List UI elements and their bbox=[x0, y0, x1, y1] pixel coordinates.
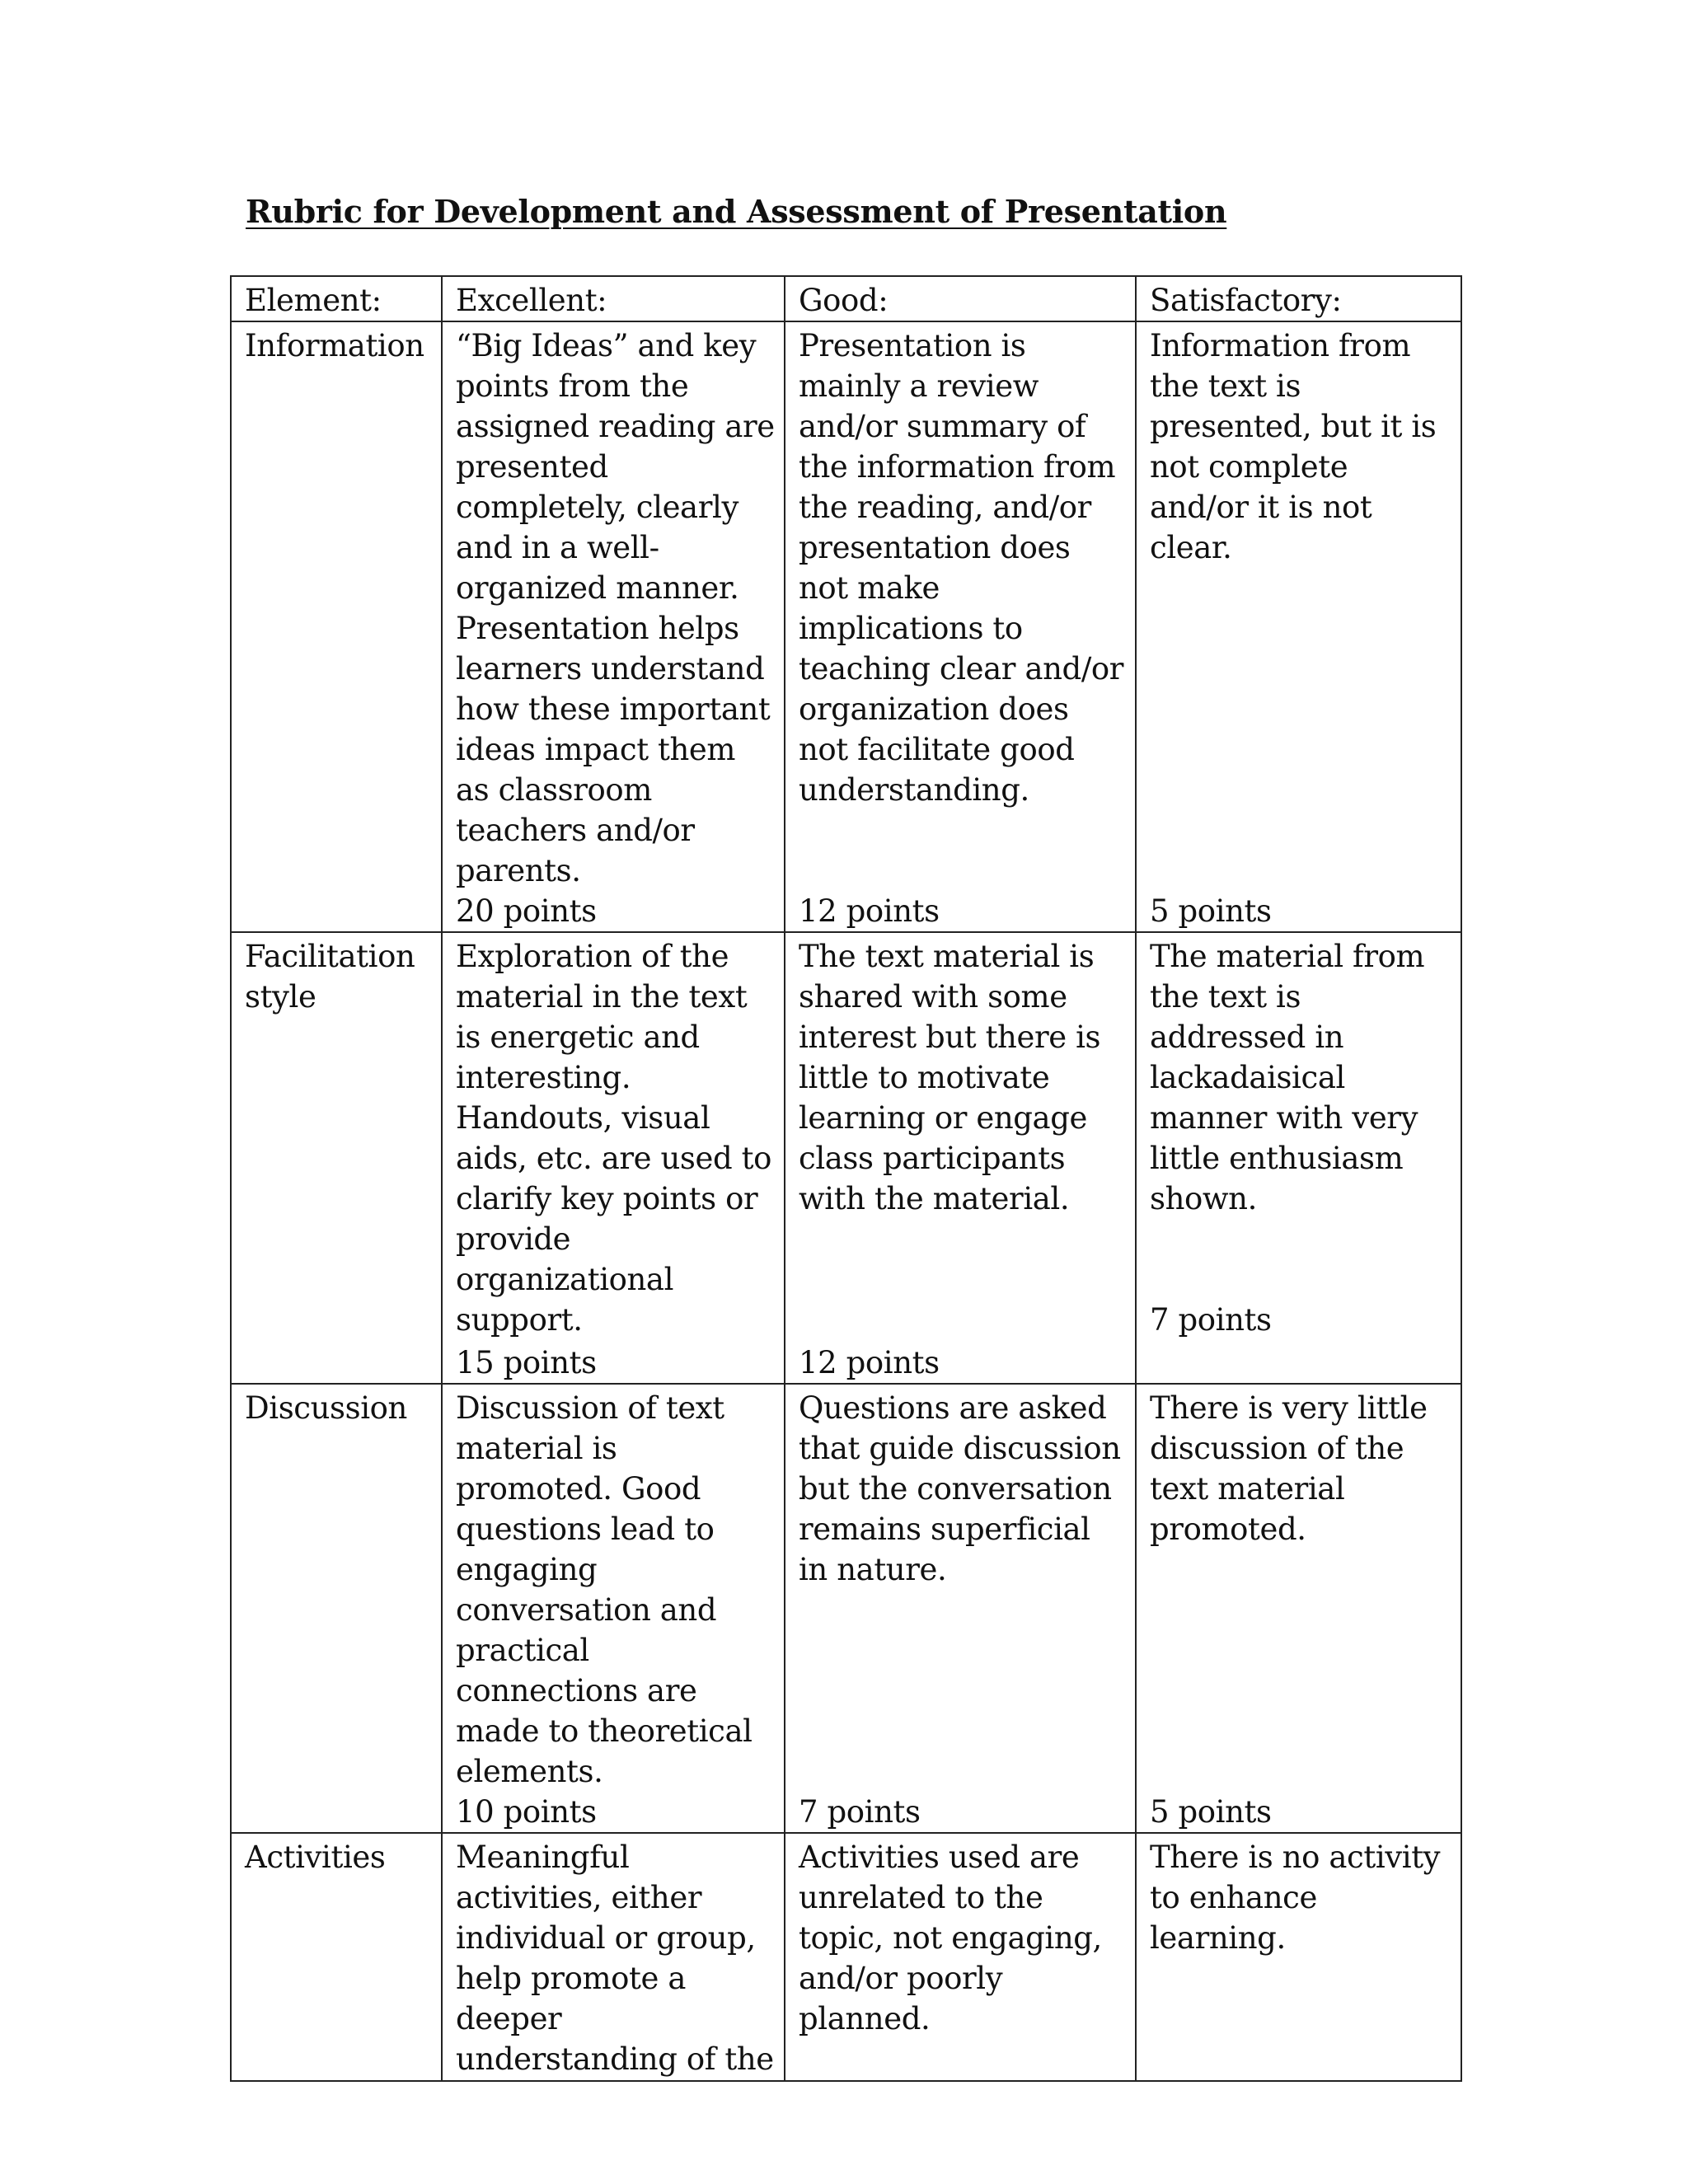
points-label: 5 points bbox=[1150, 1794, 1272, 1830]
table-row-discussion bbox=[231, 1384, 1461, 1833]
satisfactory-cell bbox=[1136, 1833, 1461, 2081]
points-label: 7 points bbox=[1150, 1302, 1272, 1338]
page-title: Rubric for Development and Assessment of Presentation bbox=[246, 193, 1227, 230]
satisfactory-cell bbox=[1136, 932, 1461, 1384]
criterion-text: There is no activity to enhance learning. bbox=[1150, 1840, 1441, 1956]
table-row-facilitation-style bbox=[231, 932, 1461, 1384]
excellent-cell bbox=[442, 1384, 785, 1833]
table-row-activities bbox=[231, 1833, 1461, 2081]
criterion-text: Questions are asked that guide discussion but the conversation remains superficial in nature. bbox=[799, 1390, 1121, 1587]
points-label: 5 points bbox=[1150, 893, 1272, 929]
points-label: 20 points bbox=[456, 893, 597, 929]
criterion-text: The material from the text is addressed in lackadaisical manner with very little enthusiasm shown. bbox=[1150, 939, 1425, 1216]
points-label: 12 points bbox=[799, 893, 940, 929]
element-cell: Information bbox=[231, 321, 442, 932]
criterion-text: Information from the text is presented, but it is not complete and/or it is not clear. bbox=[1150, 328, 1437, 565]
criterion-text: Meaningful activities, either individual or group, help promote a deeper understanding of the bbox=[456, 1840, 774, 2077]
points-label: 15 points bbox=[456, 1345, 597, 1380]
criterion-text: “Big Ideas” and key points from the assigned reading are presented completely, clearly and in a well-organized manner. Presentation helps learners understand how these important ideas impact them as classroom teachers and/or parents. bbox=[456, 328, 775, 888]
element-cell: Discussion bbox=[231, 1384, 442, 1833]
header-excellent: Excellent: bbox=[442, 276, 785, 321]
element-cell: Activities bbox=[231, 1833, 442, 2081]
criterion-text: There is very little discussion of the text material promoted. bbox=[1150, 1390, 1428, 1547]
criterion-text: The text material is shared with some interest but there is little to motivate learning or engage class participants with the material. bbox=[799, 939, 1101, 1216]
table-row-information bbox=[231, 321, 1461, 932]
good-cell bbox=[785, 1384, 1136, 1833]
good-cell bbox=[785, 321, 1136, 932]
satisfactory-cell bbox=[1136, 1384, 1461, 1833]
good-cell bbox=[785, 932, 1136, 1384]
excellent-cell bbox=[442, 1833, 785, 2081]
criterion-text: Activities used are unrelated to the topic, not engaging, and/or poorly planned. bbox=[799, 1840, 1102, 2036]
excellent-cell bbox=[442, 321, 785, 932]
criterion-text: Discussion of text material is promoted. Good questions lead to engaging conversation and practical connections are made to theoretical elements. bbox=[456, 1390, 753, 1789]
header-good: Good: bbox=[785, 276, 1136, 321]
points-label: 12 points bbox=[799, 1345, 940, 1380]
header-element: Element: bbox=[231, 276, 442, 321]
rubric-table bbox=[230, 275, 1462, 2082]
excellent-cell bbox=[442, 932, 785, 1384]
element-cell: Facilitation style bbox=[231, 932, 442, 1384]
good-cell bbox=[785, 1833, 1136, 2081]
satisfactory-cell bbox=[1136, 321, 1461, 932]
points-label: 7 points bbox=[799, 1794, 921, 1830]
points-label: 10 points bbox=[456, 1794, 597, 1830]
criterion-text: Presentation is mainly a review and/or summary of the information from the reading, and/or presentation does not make implications to teaching clear and/or organization does not facilitate good understanding. bbox=[799, 328, 1124, 808]
header-satisfactory: Satisfactory: bbox=[1136, 276, 1461, 321]
criterion-text: Exploration of the material in the text is energetic and interesting. Handouts, visual aids, etc. are used to clarify key points or provide organizational support. bbox=[456, 939, 772, 1338]
table-header-row bbox=[231, 276, 1461, 321]
